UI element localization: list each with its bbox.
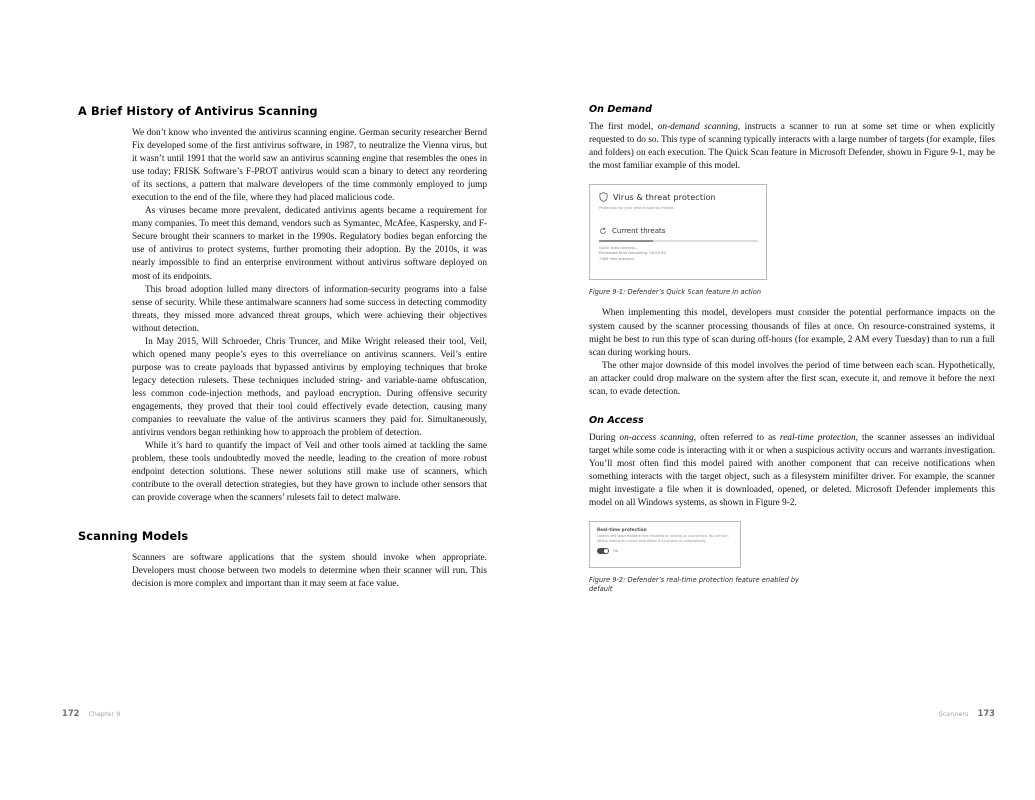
page-title-antivirus-history: A Brief History of Antivirus Scanning xyxy=(78,104,318,118)
defender-quick-scan-screenshot xyxy=(589,184,767,280)
paragraph-history-1: We don’t know who invented the antivirus scanning engine. German security researcher Bernd Fix developed some of the first antivirus software, in 1987, to neutralize the Vienna virus, but it wasn’t until 1991 that the world saw an antivirus scanning engine that resembles the ones in use today; FRISK Software’s F-PROT antivirus would scan a binary to detect any reordering of its sections, a pattern that malware developers of the time commonly employed to jump execution to the end of the file, where they had placed malicious code. xyxy=(132,128,487,204)
scan-status-running: Quick scan running... xyxy=(599,245,639,250)
on-access-text-a: During xyxy=(589,432,620,443)
realtime-protection-title: Real-time protection xyxy=(597,527,647,533)
on-demand-term: on-demand scanning xyxy=(657,122,738,132)
scan-progress-fill xyxy=(599,240,653,242)
heading-on-access: On Access xyxy=(589,414,644,426)
section-spacer-2 xyxy=(589,399,995,415)
page-number-left: 172 xyxy=(62,708,80,718)
paragraph-on-demand xyxy=(589,121,995,173)
scan-status-files-scanned: 7385 files scanned xyxy=(599,256,634,261)
footer-right xyxy=(939,708,995,718)
figure-9-1-caption: Figure 9-1: Defender’s Quick Scan feature in action xyxy=(589,288,762,297)
realtime-protection-toggle-row xyxy=(597,548,733,554)
figure-9-2 xyxy=(589,521,995,595)
paragraph-on-access xyxy=(589,432,995,510)
realtime-protection-toggle[interactable] xyxy=(597,548,609,554)
virus-threat-protection-header xyxy=(599,192,758,202)
toggle-state-label: On xyxy=(613,548,619,553)
shield-icon xyxy=(599,192,608,202)
realtime-protection-description: Locates and stops malware from installing or running on your device. You can turn off this setting for a short time before it turns back on automatically. xyxy=(597,534,729,543)
page-title-scanning-models: Scanning Models xyxy=(78,529,189,544)
paragraph-scanning-models-1: Scanners are software applications that the system should invoke when appropriate. Developers must choose between two models to determine when their scanner will run. This decision is more complex and important than it may seem at face value. xyxy=(132,553,487,590)
scan-status-time-remaining: Estimated time remaining: 00:00:40 xyxy=(599,251,666,256)
figure-9-1 xyxy=(589,184,995,297)
scan-progress-bar xyxy=(599,240,758,242)
screenshot-spacer xyxy=(599,210,758,225)
on-access-text-e: , the scanner assesses an individual target while some code is interacting with it or when a suspicious activity occurs and warrants investigation. You’ll most often find this model paired with another component that can receive notifications when something interacts with the target object, such as a filesystem minifilter driver. For example, the scanner might investigate a file when it is downloaded, opened, or deleted. Microsoft Defender implements this model on all Windows systems, as shown in Figure 9-2. xyxy=(589,432,995,509)
page-left xyxy=(0,0,517,800)
on-access-text-c: , often referred to as xyxy=(693,432,780,443)
virus-threat-protection-title: Virus & threat protection xyxy=(613,192,716,203)
defender-realtime-protection-screenshot xyxy=(589,521,741,568)
refresh-icon xyxy=(599,227,607,235)
section-spacer xyxy=(78,505,487,529)
running-head-left: Chapter 9 xyxy=(88,711,121,718)
heading-on-demand: On Demand xyxy=(589,104,652,115)
current-threats-header xyxy=(599,227,758,235)
paragraph-history-2: As viruses became more prevalent, dedicated antivirus agents became a requirement for many companies. To meet this demand, vendors such as Symantec, McAfee, Kaspersky, and F-Secure brought their scanners to market in the 1990s. Regulatory bodies began enforcing the use of antivirus to protect systems, further promoting their adoption. By the 2010s, it was nearly impossible to find an enterprise environment without antivirus software deployed on most of its endpoints. xyxy=(132,206,487,282)
figure-9-2-caption: Figure 9-2: Defender’s real-time protection feature enabled by default xyxy=(589,576,800,594)
real-time-protection-term: real-time protection xyxy=(779,432,856,443)
current-threats-title: Current threats xyxy=(612,227,666,236)
paragraph-history-5: While it’s hard to quantify the impact of Veil and other tools aimed at tackling the same problem, these tools undoubtedly moved the needle, leading to the creation of more robust endpoint detection solutions. These newer solutions still make use of scanners, which contribute to the overall detection strategies, but they have grown to include other sensors that can provide coverage when the scanners’ rulesets fail to detect malware. xyxy=(132,441,487,504)
paragraph-history-4: In May 2015, Will Schroeder, Chris Truncer, and Mike Wright released their tool, Veil, which opened many people’s eyes to this overreliance on antivirus scanners. Veil’s entire purpose was to create payloads that bypassed antivirus by employing techniques that broke legacy detection rulesets. These techniques included string- and variable-name obfuscation, less common code-injection methods, and payload encryption. During offensive security engagements, they proved that their tool could effectively evade detection, causing many companies to reevaluate the value of the antivirus scanners they paid for. Simultaneously, antivirus vendors began rethinking how to approach the problem of detection. xyxy=(132,336,487,439)
running-head-right: Scanners xyxy=(938,711,969,718)
toggle-knob xyxy=(604,549,608,553)
on-access-term: on-access scanning xyxy=(619,432,694,443)
paragraph-history-3: This broad adoption lulled many directors of information-security programs into a false sense of security. While these antimalware scanners had some success in detecting commodity threats, they missed more advanced threat groups, which were achieving their objectives without detection. xyxy=(132,284,487,334)
scan-status-lines xyxy=(599,246,758,262)
page-number-right: 173 xyxy=(977,708,995,718)
footer-left xyxy=(62,708,120,718)
page-right xyxy=(517,0,1035,800)
paragraph-scan-gap-downside: The other major downside of this model involves the period of time between each scan. Hypothetically, an attacker could drop malware on the system after the first scan, execute it, and remove it before the next scan, to evade detection. xyxy=(589,360,995,397)
paragraph-performance-impacts: When implementing this model, developers must consider the potential performance impacts on the system caused by the scanner processing thousands of files at once. On resource-constrained systems, it might be best to run this type of scan during off-hours (for example, 2 AM every Tuesday) than to run a full scan during working hours. xyxy=(589,308,995,358)
on-demand-text-c: , instructs a scanner to run at some set time or when explicitly requested to do so. This type of scanning typically interacts with a large number of targets (for example, files and folders) on each execution. The Quick Scan feature in Microsoft Defender, shown in Figure 9-1, may be the most familiar example of this model. xyxy=(589,122,995,172)
on-demand-text-a: The first model, xyxy=(589,122,658,132)
virus-threat-protection-subtitle: Protection for your device against threats. xyxy=(599,206,676,211)
